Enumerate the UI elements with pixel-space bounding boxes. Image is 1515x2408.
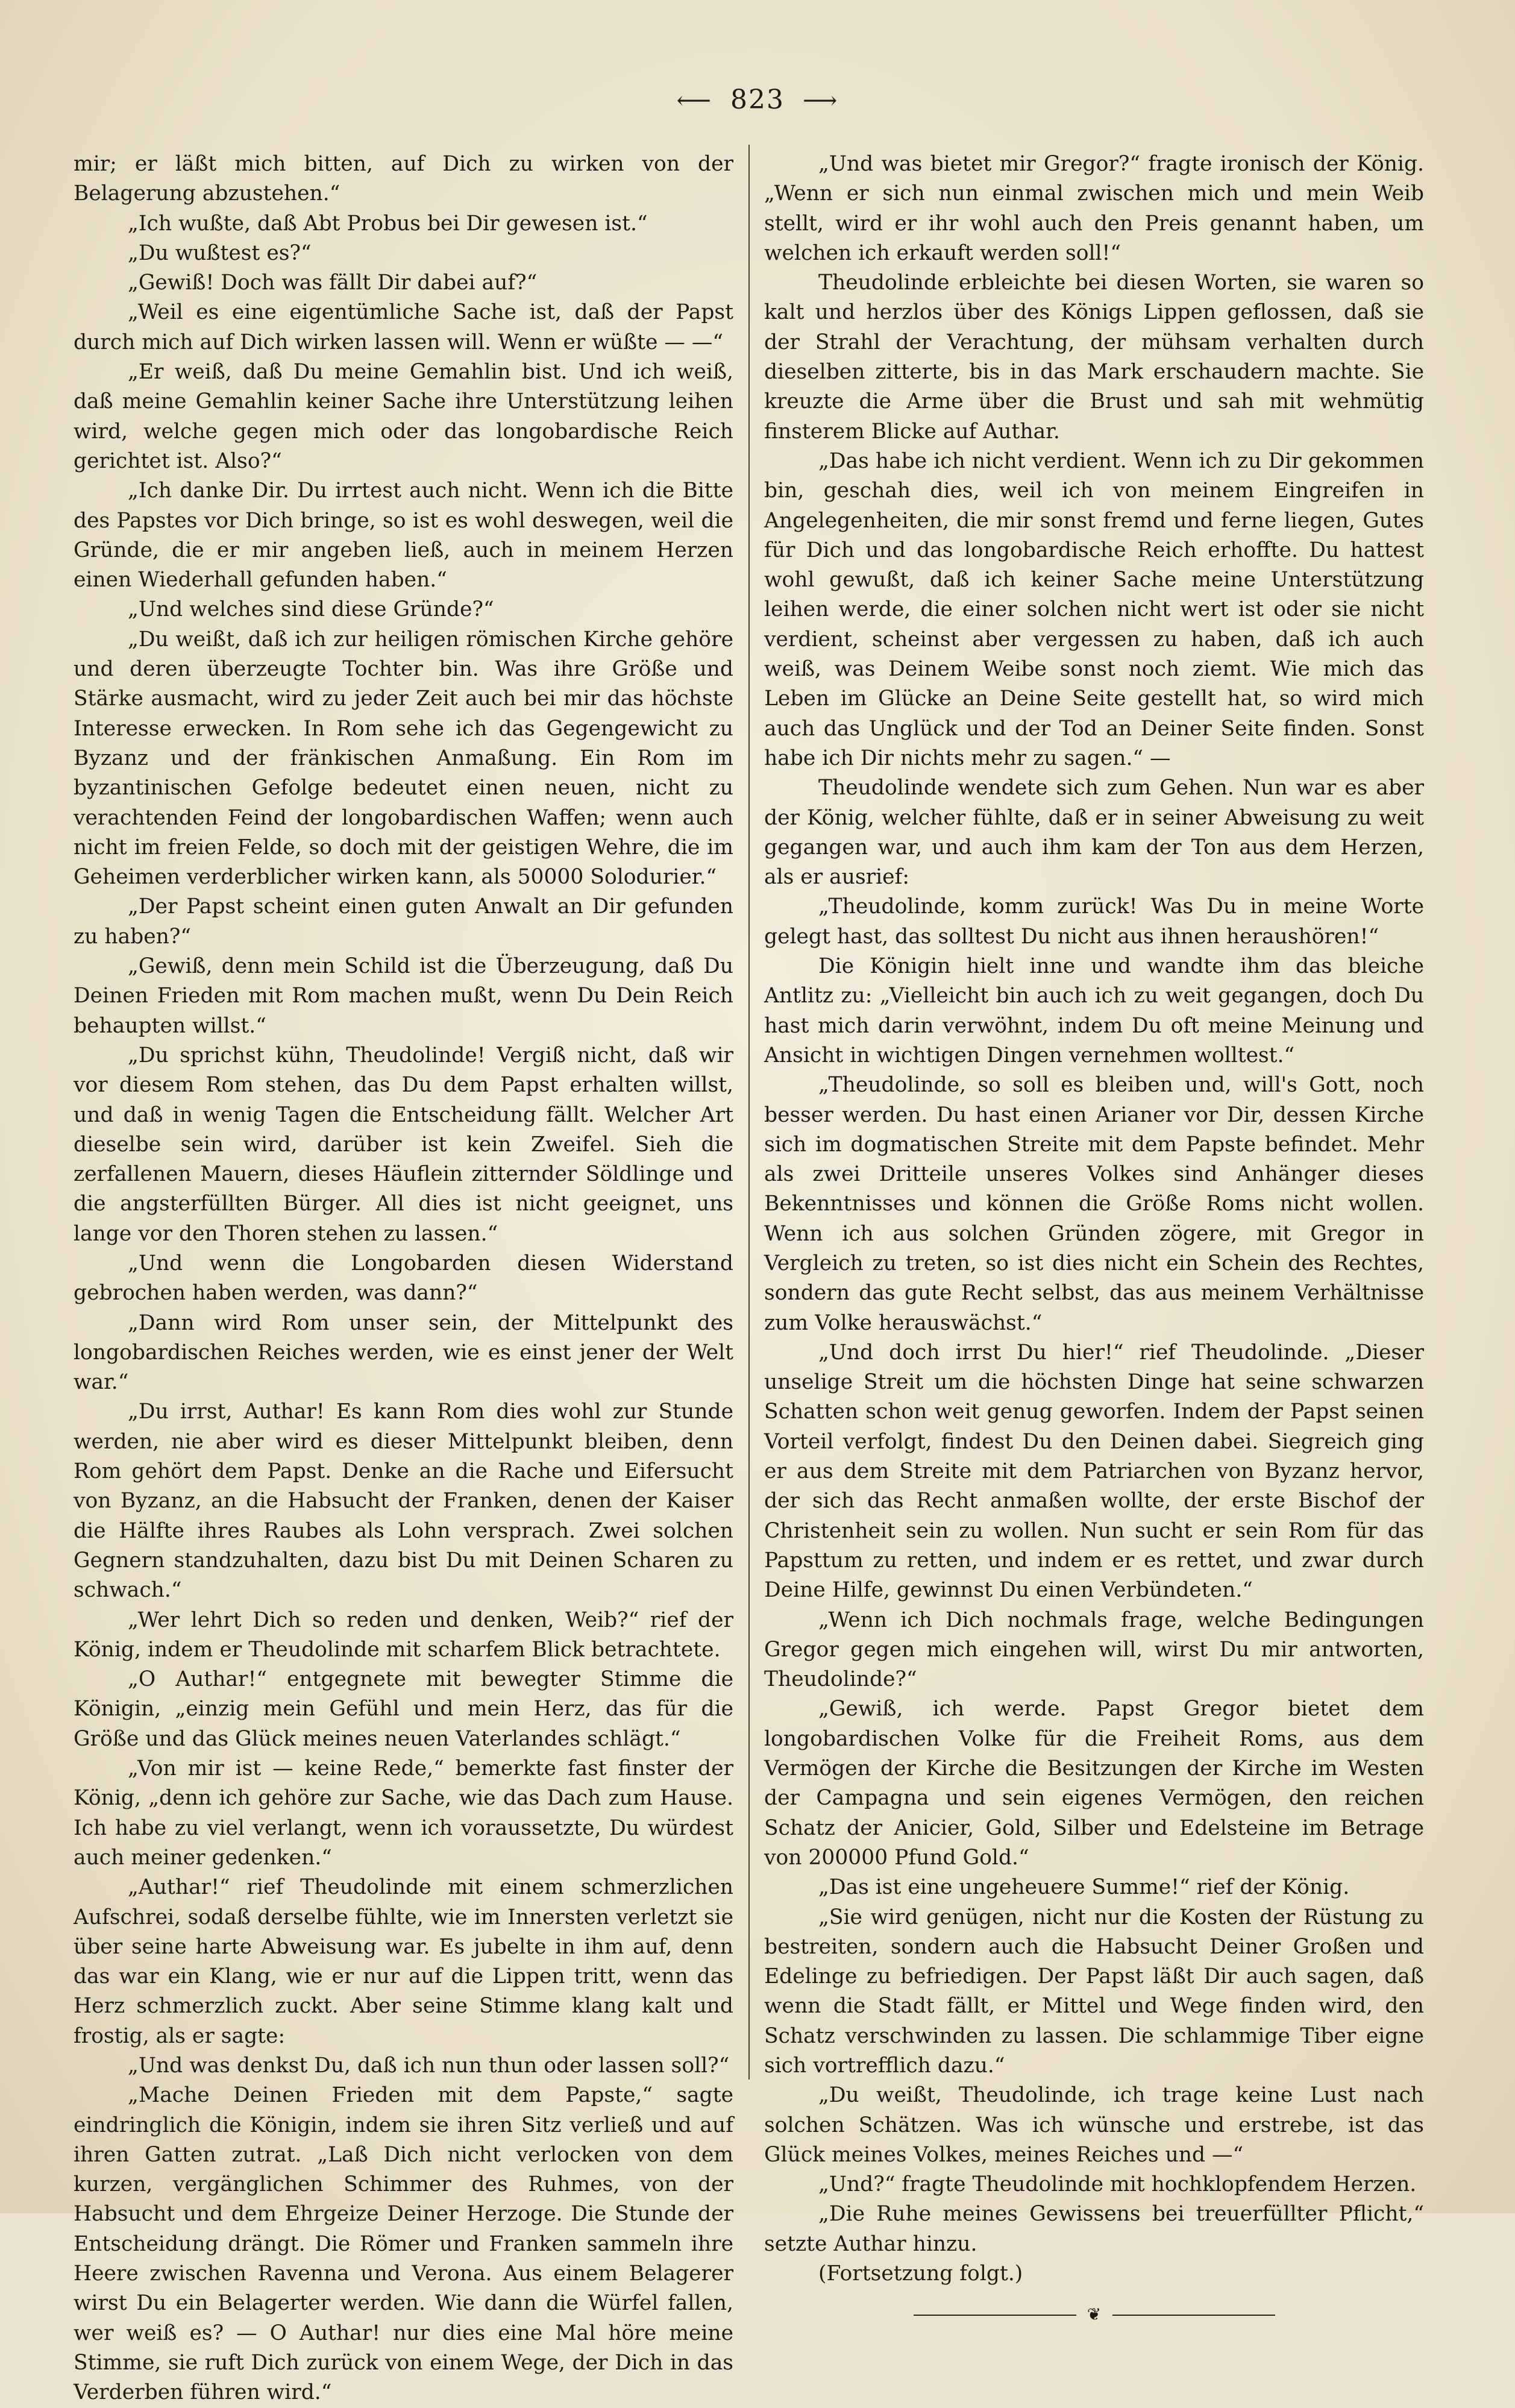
paragraph: Die Königin hielt inne und wandte ihm das bleiche Antlitz zu: „Vielleicht bin auch ich zu weit gegangen, doch Du hast mich darin verwöhnt, indem Du oft meine Meinung und Ansicht in wichtigen Dingen vernehmen wolltest.“ [764,954,1424,1067]
paragraph: mir; er läßt mich bitten, auf Dich zu wirken von der Belagerung abzustehen.“ [74,152,733,206]
paragraph: „Dann wird Rom unser sein, der Mittelpunkt des longobardischen Reiches werden, wie es einst jener der Welt war.“ [74,1310,733,1395]
paragraph: „Gewiß, denn mein Schild ist die Überzeugung, daß Du Deinen Frieden mit Rom machen mußt, wenn Du Dein Reich behaupten willst.“ [74,954,733,1038]
paragraph: „Und was denkst Du, daß ich nun thun oder lassen soll?“ [128,2054,730,2078]
paragraph: „Gewiß! Doch was fällt Dir dabei auf?“ [128,271,538,295]
paragraph: „Er weiß, daß Du meine Gemahlin bist. Und ich weiß, daß meine Gemahlin keiner Sache ihre Unterstützung leihen wird, welche gegen mich oder das longobardische Reich gerichtet ist. Also?“ [74,360,733,473]
paragraph: „Ich wußte, daß Abt Probus bei Dir gewesen ist.“ [128,211,648,236]
paragraph: „Du sprichst kühn, Theudolinde! Vergiß nicht, daß wir vor diesem Rom stehen, das Du dem Papst erhalten willst, und daß in wenig Tagen die Entscheidung fällt. Welcher Art dieselbe sein wird, darüber ist kein Zweifel. Sieh die zerfallenen Mauern, dieses Häuflein zitternder Söldlinge und die angsterfüllten Bürger. All dies ist nicht geeignet, uns lange vor den Thoren stehen zu lassen.“ [74,1043,733,1246]
paragraph: „Gewiß, ich werde. Papst Gregor bietet dem longobardischen Volke für die Freiheit Roms, aus dem Vermögen der Kirche die Besitzungen der Kirche im Westen der Campagna und sein eigenes Vermögen, den reichen Schatz der Anicier, Gold, Silber und Edelsteine im Betrage von 200000 Pfund Gold.“ [764,1697,1424,1870]
paragraph: „Und was bietet mir Gregor?“ fragte ironisch der König. „Wenn er sich nun einmal zwischen mich und mein Weib stellt, wird er ihr wohl auch den Preis genannt haben, um welchen ich erkauft werden soll!“ [764,152,1424,265]
paragraph: „Wer lehrt Dich so reden und denken, Weib?“ rief der König, indem er Theudolinde mit scharfem Blick betrachtete. [74,1608,733,1662]
paragraph: Theudolinde erbleichte bei diesen Worten, sie waren so kalt und herzlos über des Königs Lippen geflossen, daß sie der Strahl der Verachtung, der mühsam verhalten durch dieselben zitterte, bis in das Mark erschaudern machte. Sie kreuzte die Arme über die Brust und sah mit wehmütig finsterem Blicke auf Authar. [764,271,1424,444]
paragraph: „Mache Deinen Frieden mit dem Papste,“ sagte eindringlich die Königin, indem sie ihren Sitz verließ und auf ihren Gatten zutrat. „Laß Dich nicht verlocken von dem kurzen, vergänglichen Schimmer des Ruhmes, von der Habsucht und dem Ehrgeize Deiner Herzoge. Die Stunde der Entscheidung drängt. Die Römer und Franken sammeln ihre Heere zwischen Ravenna und Verona. Aus einem Belagerer wirst Du ein Belagerter werden. Wie dann die Würfel fallen, wer weiß es? — O Authar! nur dies eine Mal höre meine Stimme, sie ruft Dich zurück von einem Wege, der Dich in das Verderben führen wird.“ [74,2083,733,2405]
paragraph: „Das ist eine ungeheuere Summe!“ rief der König. [818,1875,1350,1900]
page-number: 823 [730,84,785,115]
paragraph: „O Authar!“ entgegnete mit bewegter Stimme die Königin, „einzig mein Gefühl und mein Herz, das für die Größe und das Glück meines neuen Vaterlandes schlägt.“ [74,1667,733,1751]
header-ornament-left: ⟵ [676,87,712,115]
ornament-rule-left [914,2315,1076,2316]
paragraph: „Theudolinde, so soll es bleiben und, will's Gott, noch besser werden. Du hast einen Arianer vor Dir, dessen Kirche sich im dogmatischen Streite mit dem Papste befindet. Mehr als zwei Dritteile unseres Volkes sind Anhänger dieses Bekenntnisses und können die Größe Roms nicht wollen. Wenn ich aus solchen Gründen zögere, mit Gregor in Vergleich zu treten, so ist dies nicht ein Schein des Rechtes, sondern das gute Recht selbst, das aus meinem Verhältnisse zum Volke herauswächst.“ [764,1073,1424,1335]
paragraph: „Du weißt, daß ich zur heiligen römischen Kirche gehöre und deren überzeugte Tochter bin. Was ihre Größe und Stärke ausmacht, wird zu jeder Zeit auch bei mir das höchste Interesse erwecken. In Rom sehe ich das Gegengewicht zu Byzanz und der fränkischen Anmaßung. Ein Rom im byzantinischen Gefolge bedeutet einen neuen, nicht zu verachtenden Feind der longobardischen Waffen; wenn auch nicht im freien Felde, so doch mit der geistigen Wehre, die im Geheimen verderblicher wirken kann, als 50000 Solodurier.“ [74,627,733,890]
paragraph: „Der Papst scheint einen guten Anwalt an Dir gefunden zu haben?“ [74,894,733,949]
fleuron-icon: ❦ [1087,2304,1102,2325]
paragraph: „Weil es eine eigentümliche Sache ist, daß der Papst durch mich auf Dich wirken lassen will. Wenn er wüßte — —“ [74,300,733,354]
paragraph: „Und wenn die Longobarden diesen Widerstand gebrochen haben werden, was dann?“ [74,1251,733,1306]
paragraph: „Du irrst, Authar! Es kann Rom dies wohl zur Stunde werden, nie aber wird es dieser Mittelpunkt bleiben, denn Rom gehört dem Papst. Denke an die Rache und Eifersucht von Byzanz, an die Habsucht der Franken, denen der Kaiser die Hälfte ihres Raubes als Lohn versprach. Zwei solchen Gegnern standzuhalten, dazu bist Du mit Deinen Scharen zu schwach.“ [74,1400,733,1603]
paragraph: „Du wußtest es?“ [128,240,312,265]
paragraph: „Authar!“ rief Theudolinde mit einem schmerzlichen Aufschrei, sodaß derselbe fühlte, wie im Innersten verletzt sie über seine harte Abweisung war. Es jubelte in ihm auf, denn das war ein Klang, wie er nur auf die Lippen tritt, wenn das Herz schmerzlich zuckt. Aber seine Stimme klang kalt und frostig, als er sagte: [74,1875,733,2048]
continuation-note: (Fortsetzung folgt.) [818,2262,1023,2286]
paragraph: „Ich danke Dir. Du irrtest auch nicht. Wenn ich die Bitte des Papstes vor Dich bringe, so ist es wohl deswegen, weil die Gründe, die er mir angeben ließ, auch in meinem Herzen einen Wiederhall gefunden haben.“ [74,479,733,593]
page-header [0,84,1515,115]
paragraph: „Und doch irrst Du hier!“ rief Theudolinde. „Dieser unselige Streit um die höchsten Dinge hat seine schwarzen Schatten schon weit genug geworfen. Indem der Papst seinen Vorteil verfolgt, findest Du den Deinen dabei. Siegreich ging er aus dem Streite mit dem Patriarchen von Byzanz hervor, der sich das Recht anmaßen wollte, der erste Bischof der Christenheit sein zu wollen. Nun sucht er sein Rom für das Papsttum zu retten, und indem er es rettet, und zwar durch Deine Hilfe, gewinnst Du einen Verbündeten.“ [764,1340,1424,1603]
paragraph: „Das habe ich nicht verdient. Wenn ich zu Dir gekommen bin, geschah dies, weil ich von meinem Eingreifen in Angelegenheiten, die mir sonst fremd und ferne liegen, Gutes für Dich und das longobardische Reich erhoffte. Du hattest wohl gewußt, daß ich keiner Sache meine Unterstützung leihen werde, die einer solchen nicht wert ist oder sie nicht verdient, scheinst aber vergessen zu haben, daß ich auch weiß, was Deinem Weibe sonst noch ziemt. Wie mich das Leben im Glücke an Deine Seite gestellt hat, so wird mich auch das Unglück und der Tod an Deiner Seite finden. Sonst habe ich Dir nichts mehr zu sagen.“ — [764,448,1424,770]
header-ornament-right: ⟶ [802,87,839,115]
paragraph: „Theudolinde, komm zurück! Was Du in meine Worte gelegt hast, das solltest Du nicht aus ihnen heraushören!“ [764,894,1424,949]
column-divider [748,145,750,2079]
paragraph: „Sie wird genügen, nicht nur die Kosten der Rüstung zu bestreiten, sondern auch die Habsucht Deiner Großen und Edelinge zu befriedigen. Der Papst läßt Dir auch sagen, daß wenn die Stadt fällt, er Mittel und Wege finden wird, den Schatz verschwinden zu lassen. Die schlammige Tiber eigne sich vortrefflich dazu.“ [764,1905,1424,2078]
paragraph: „Die Ruhe meines Gewissens bei treuerfüllter Pflicht,“ setzte Authar hinzu. [764,2202,1424,2256]
paragraph: „Und welches sind diese Gründe?“ [128,597,494,622]
paragraph: „Du weißt, Theudolinde, ich trage keine Lust nach solchen Schätzen. Was ich wünsche und erstrebe, ist das Glück meines Volkes, meines Reiches und —“ [764,2083,1424,2167]
end-ornament [914,2304,1275,2325]
paragraph: „Wenn ich Dich nochmals frage, welche Bedingungen Gregor gegen mich eingehen will, wirst Du mir antworten, Theudolinde?“ [764,1608,1424,1692]
paragraph: „Und?“ fragte Theudolinde mit hochklopfendem Herzen. [818,2172,1417,2197]
paragraph: Theudolinde wendete sich zum Gehen. Nun war es aber der König, welcher fühlte, daß er in seiner Abweisung zu weit gegangen war, und auch ihm kam der Ton aus dem Herzen, als er ausrief: [764,776,1424,890]
ornament-rule-right [1112,2315,1275,2316]
right-column [764,149,1424,2325]
paragraph: „Von mir ist — keine Rede,“ bemerkte fast finster der König, „denn ich gehöre zur Sache, wie das Dach zum Hause. Ich habe zu viel verlangt, wenn ich voraussetzte, Du würdest auch meiner gedenken.“ [74,1756,733,1870]
left-column [74,149,733,2405]
